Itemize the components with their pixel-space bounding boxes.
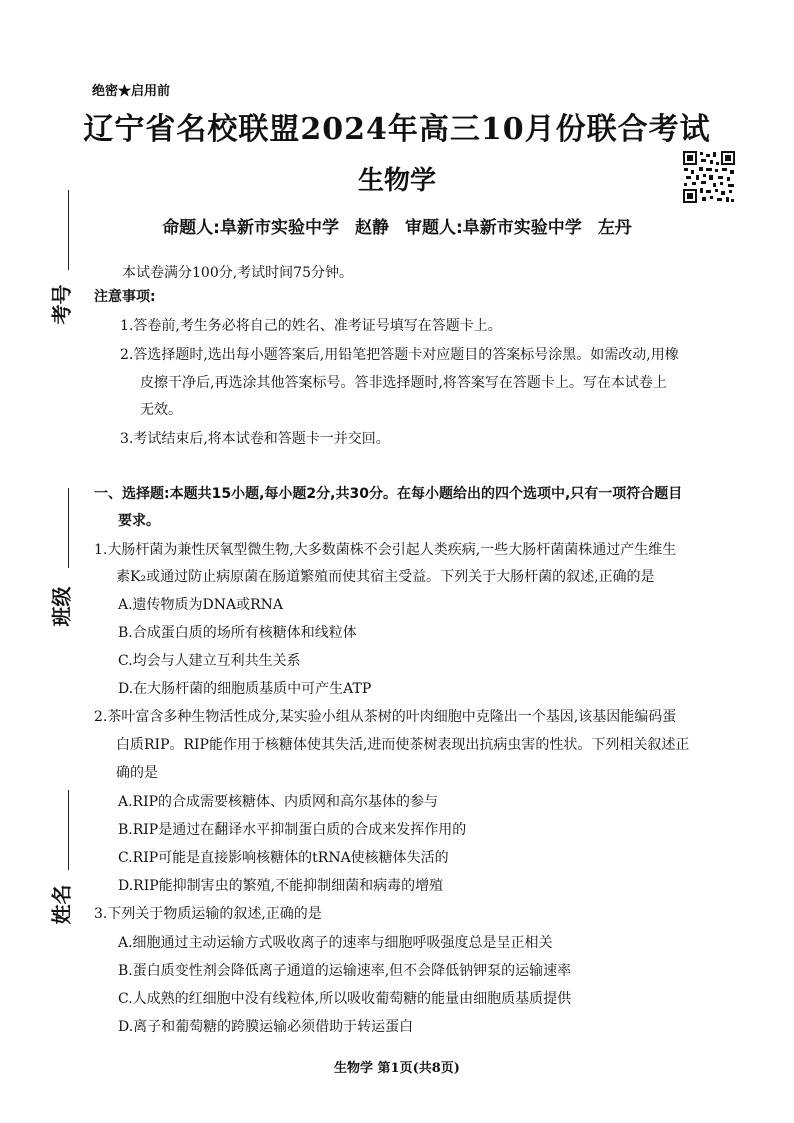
question-stem: 白质RIP。RIP能作用于核糖体使其失活,进而使茶树表现出抗病虫害的性状。下列相关叙述正	[116, 737, 690, 753]
exam-title: 辽宁省名校联盟2024年高三10月份联合考试	[83, 112, 711, 147]
question-stem: 1.大肠杆菌为兼性厌氧型微生物,大多数菌株不会引起人类疾病,一些大肠杆菌菌株通过产生维生	[94, 542, 677, 558]
class-line	[68, 488, 69, 568]
name-label: 姓名	[49, 884, 74, 925]
question-stem: 确的是	[116, 765, 158, 781]
option-c: C.均会与人建立互利共生关系	[118, 653, 301, 669]
reviewer-name: 左丹	[597, 218, 632, 238]
question-stem: 3.下列关于物质运输的叙述,正确的是	[94, 906, 322, 922]
notice-item: 2.答选择题时,选出每小题答案后,用铅笔把答题卡对应题目的答案标号涂黑。如需改动,用橡	[120, 347, 679, 363]
name-line	[68, 790, 69, 870]
setter-name: 赵静	[355, 218, 389, 238]
score-time: 本试卷满分100分,考试时间75分钟。	[122, 265, 353, 281]
secret-label: 绝密★启用前	[92, 84, 171, 99]
exam-no-line	[68, 190, 69, 270]
option-d: D.在大肠杆菌的细胞质基质中可产生ATP	[118, 681, 372, 697]
option-d: D.离子和葡萄糖的跨膜运输必须借助于转运蛋白	[118, 1019, 414, 1035]
option-b: B.RIP是通过在翻译水平抑制蛋白质的合成来发挥作用的	[118, 822, 467, 838]
reviewer-label: 审题人:阜新市实验中学	[405, 218, 582, 238]
author-line	[0, 213, 794, 238]
section-heading-cont: 要求。	[118, 513, 160, 529]
option-a: A.细胞通过主动运输方式吸收离子的速率与细胞呼吸强度总是呈正相关	[118, 935, 553, 951]
subject-title: 生物学	[357, 166, 436, 196]
section-heading: 一、选择题:本题共15小题,每小题2分,共30分。在每小题给出的四个选项中,只有一项符合题目	[94, 486, 683, 502]
option-a: A.RIP的合成需要核糖体、内质网和高尔基体的参与	[118, 794, 439, 810]
notice-title: 注意事项:	[94, 289, 156, 305]
qr-code-icon	[682, 150, 736, 204]
question-stem: 素K₂或通过防止病原菌在肠道繁殖而使其宿主受益。下列关于大肠杆菌的叙述,正确的是	[116, 569, 655, 585]
option-c: C.人成熟的红细胞中没有线粒体,所以吸收葡萄糖的能量由细胞质基质提供	[118, 991, 572, 1007]
option-a: A.遗传物质为DNA或RNA	[118, 597, 284, 613]
option-b: B.合成蛋白质的场所有核糖体和线粒体	[118, 625, 357, 641]
option-c: C.RIP可能是直接影响核糖体的tRNA使核糖体失活的	[118, 850, 449, 866]
notice-item: 皮擦干净后,再选涂其他答案标号。答非选择题时,将答案写在答题卡上。写在本试卷上	[140, 375, 667, 391]
option-b: B.蛋白质变性剂会降低离子通道的运输速率,但不会降低钠钾泵的运输速率	[118, 963, 572, 979]
notice-item: 无效。	[140, 402, 182, 418]
exam-no-label: 考号	[49, 284, 74, 325]
question-stem: 2.茶叶富含多种生物活性成分,某实验小组从茶树的叶肉细胞中克隆出一个基因,该基因能编码蛋	[94, 709, 677, 725]
page-footer: 生物学 第1页(共8页)	[334, 1061, 460, 1076]
class-label: 班级	[49, 586, 74, 627]
setter-label: 命题人:阜新市实验中学	[162, 218, 339, 238]
notice-item: 3.考试结束后,将本试卷和答题卡一并交回。	[120, 431, 390, 447]
notice-item: 1.答卷前,考生务必将自己的姓名、准考证号填写在答题卡上。	[120, 318, 502, 334]
option-d: D.RIP能抑制害虫的繁殖,不能抑制细菌和病毒的增殖	[118, 878, 444, 894]
